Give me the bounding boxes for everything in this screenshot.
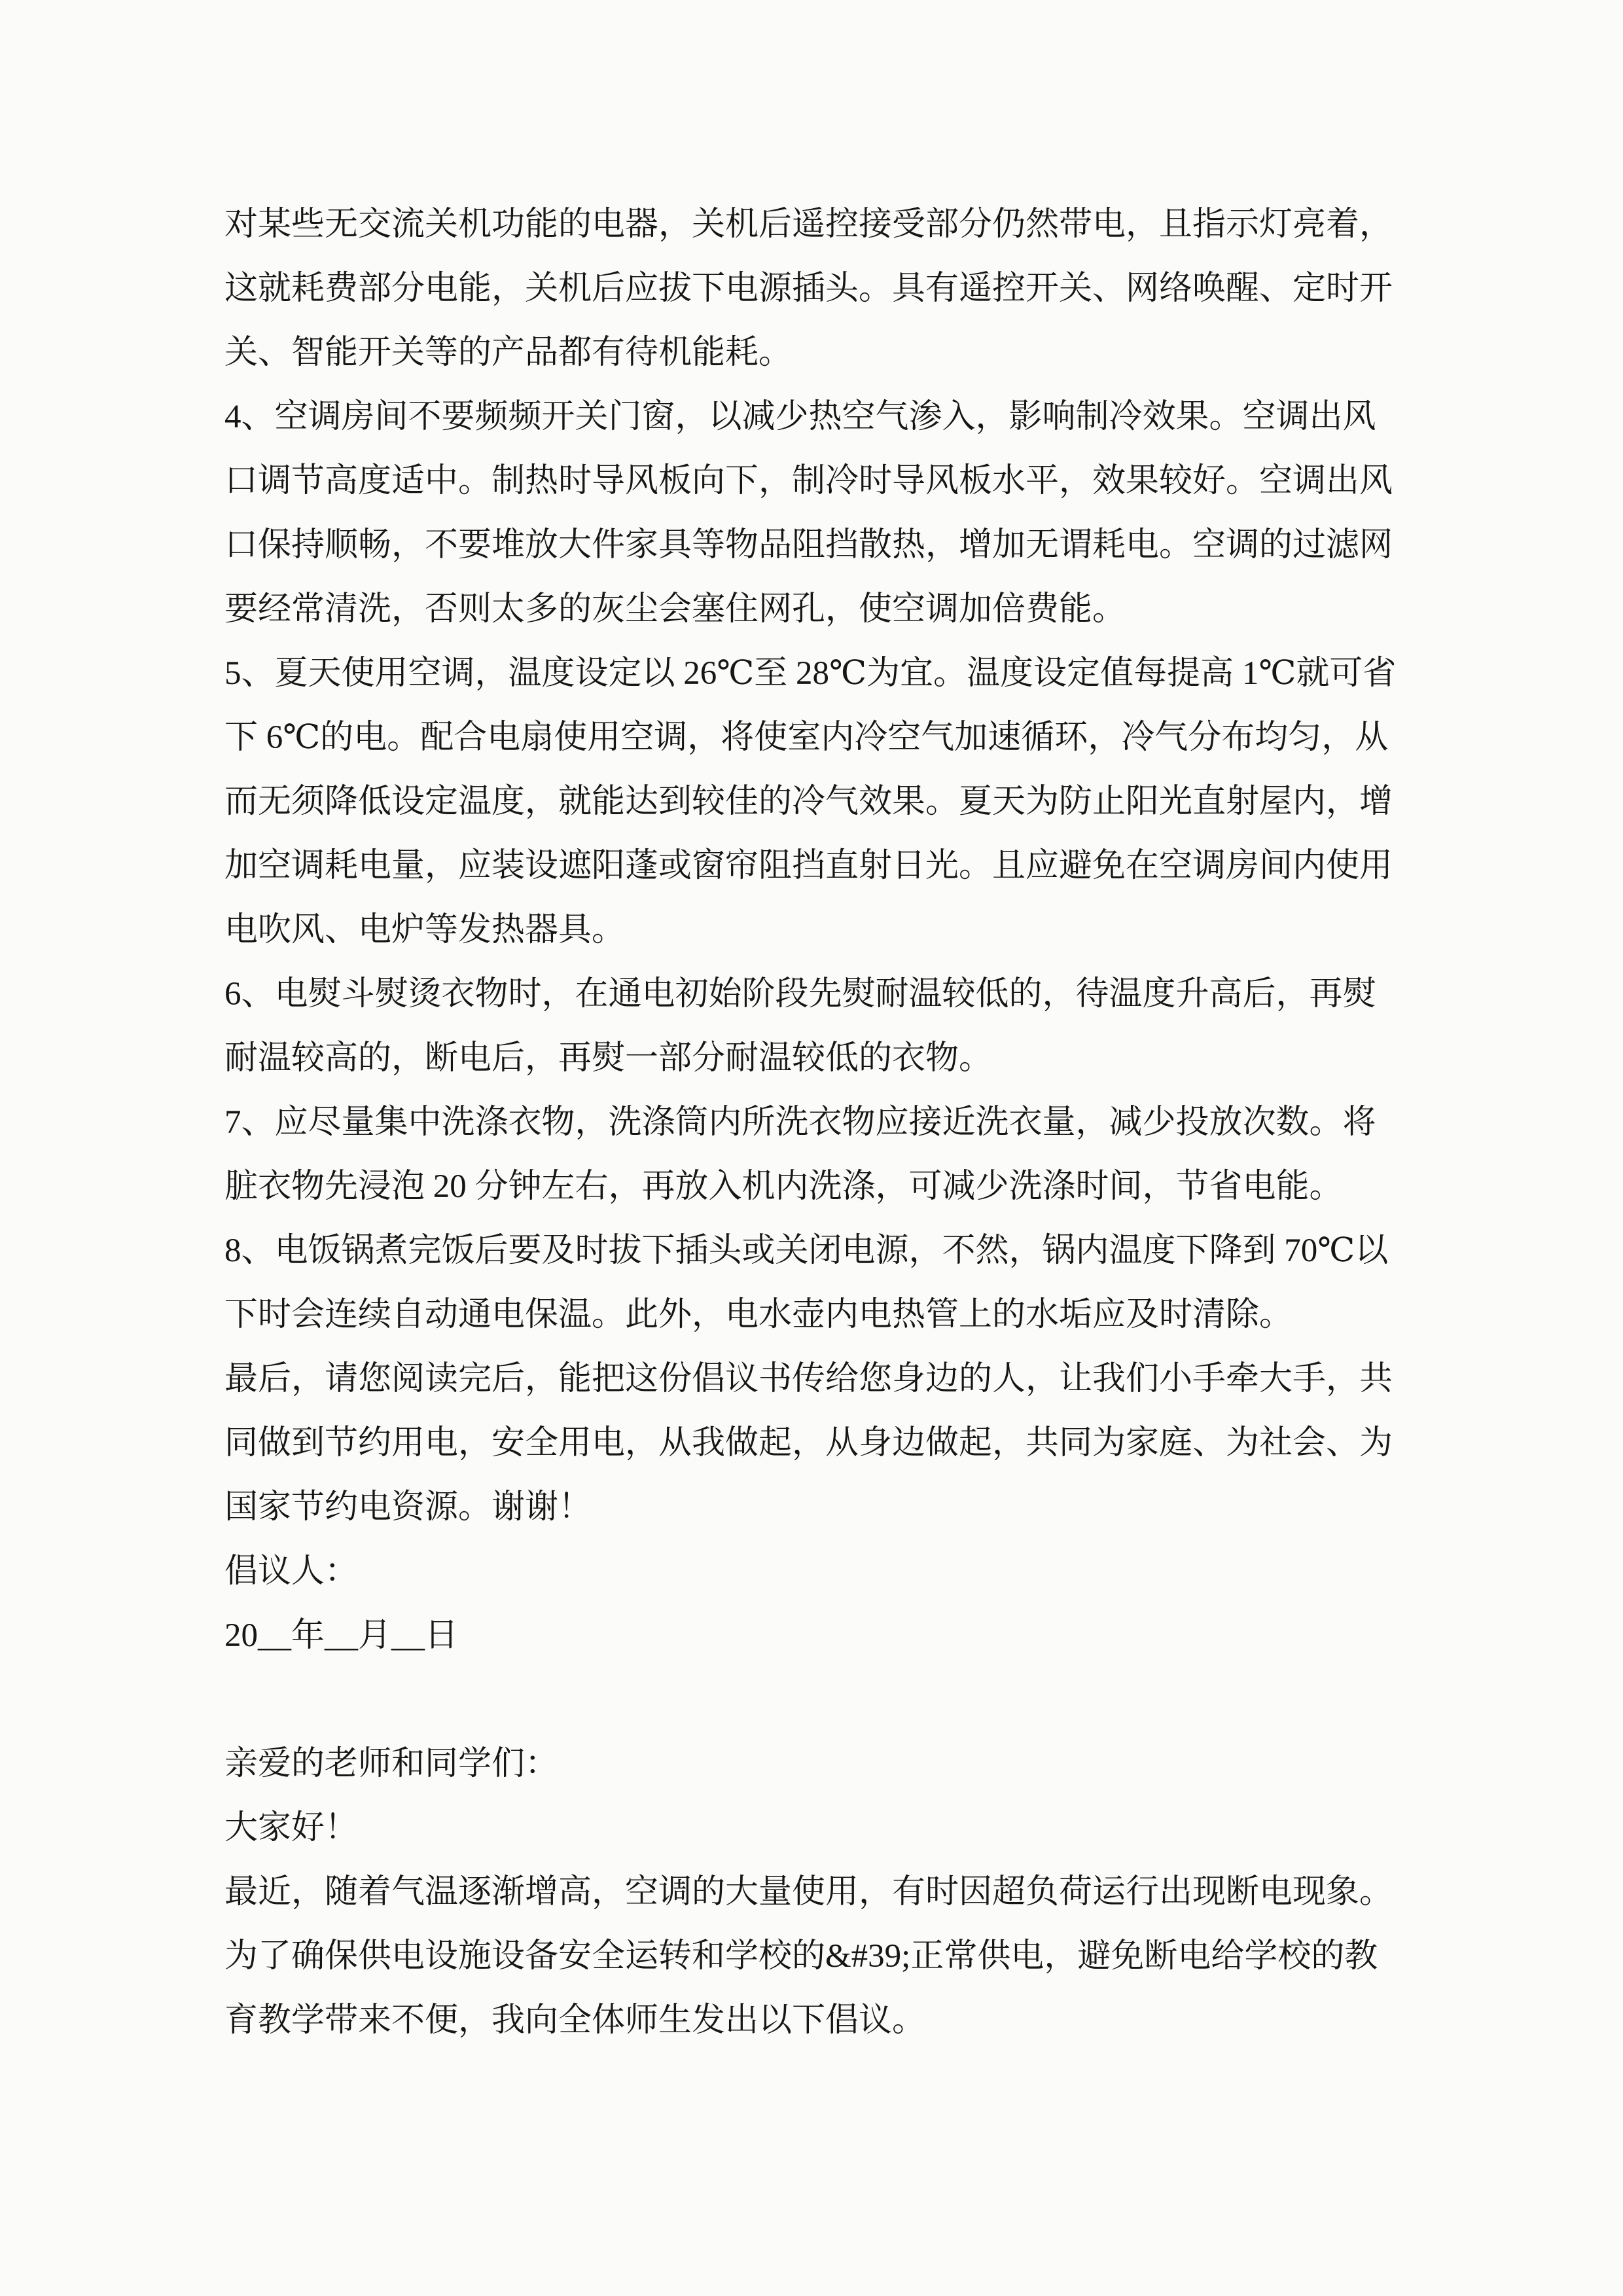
text-line: 同做到节约用电，安全用电，从我做起，从身边做起，共同为家庭、为社会、为 xyxy=(224,1425,1393,1462)
text-line: 8、电饭锅煮完饭后要及时拔下插头或关闭电源，不然，锅内温度下降到 70℃以 xyxy=(224,1232,1389,1269)
text-line: 7、应尽量集中洗涤衣物，洗涤筒内所洗衣物应接近洗衣量，减少投放次数。将 xyxy=(224,1104,1376,1141)
text-line: 4、空调房间不要频频开关门窗，以减少热空气渗入，影响制冷效果。空调出风 xyxy=(224,399,1376,435)
text-line: 口保持顺畅，不要堆放大件家具等物品阻挡散热，增加无谓耗电。空调的过滤网 xyxy=(224,527,1393,564)
text-line: 5、夏天使用空调，温度设定以 26℃至 28℃为宜。温度设定值每提高 1℃就可省 xyxy=(224,655,1397,692)
text-line: 要经常清洗，否则太多的灰尘会塞住网孔，使空调加倍费能。 xyxy=(224,591,1126,628)
text-line: 加空调耗电量，应装设遮阳蓬或窗帘阻挡直射日光。且应避免在空调房间内使用 xyxy=(224,848,1393,884)
text-line: 对某些无交流关机功能的电器，关机后遥控接受部分仍然带电，且指示灯亮着， xyxy=(224,206,1393,243)
text-line: 耐温较高的，断电后，再熨一部分耐温较低的衣物。 xyxy=(224,1040,993,1077)
text-line: 最后，请您阅读完后，能把这份倡议书传给您身边的人，让我们小手牵大手，共 xyxy=(224,1361,1393,1397)
text-line: 脏衣物先浸泡 20 分钟左右，再放入机内洗涤，可减少洗涤时间，节省电能。 xyxy=(224,1168,1343,1205)
text-line: 电吹风、电炉等发热器具。 xyxy=(224,912,626,948)
text-line: 关、智能开关等的产品都有待机能耗。 xyxy=(224,334,793,371)
document-body xyxy=(224,192,1402,2053)
text-line: 下时会连续自动通电保温。此外，电水壶内电热管上的水垢应及时清除。 xyxy=(224,1297,1293,1333)
text-line: 最近，随着气温逐渐增高，空调的大量使用，有时因超负荷运行出现断电现象。 xyxy=(224,1874,1393,1910)
text-line-signature: 倡议人： xyxy=(224,1553,359,1590)
text-line: 6、电熨斗熨烫衣物时，在通电初始阶段先熨耐温较低的，待温度升高后，再熨 xyxy=(224,976,1376,1013)
text-line-blank xyxy=(224,1668,1402,1732)
text-line-greeting: 大家好！ xyxy=(224,1810,359,1846)
text-line: 育教学带来不便，我向全体师生发出以下倡议。 xyxy=(224,2002,926,2039)
text-line: 这就耗费部分电能，关机后应拔下电源插头。具有遥控开关、网络唤醒、定时开 xyxy=(224,270,1393,307)
text-line: 下 6℃的电。配合电扇使用空调，将使室内冷空气加速循环，冷气分布均匀，从 xyxy=(224,719,1389,756)
text-line: 国家节约电资源。谢谢！ xyxy=(224,1489,592,1526)
text-line-salutation: 亲爱的老师和同学们： xyxy=(224,1746,559,1782)
text-line: 为了确保供电设施设备安全运转和学校的&#39;正常供电，避免断电给学校的教 xyxy=(224,1938,1378,1975)
text-line-date: 20__年__月__日 xyxy=(224,1617,459,1654)
text-line: 而无须降低设定温度，就能达到较佳的冷气效果。夏天为防止阳光直射屋内，增 xyxy=(224,783,1393,820)
text-line: 口调节高度适中。制热时导风板向下，制冷时导风板水平，效果较好。空调出风 xyxy=(224,463,1393,499)
